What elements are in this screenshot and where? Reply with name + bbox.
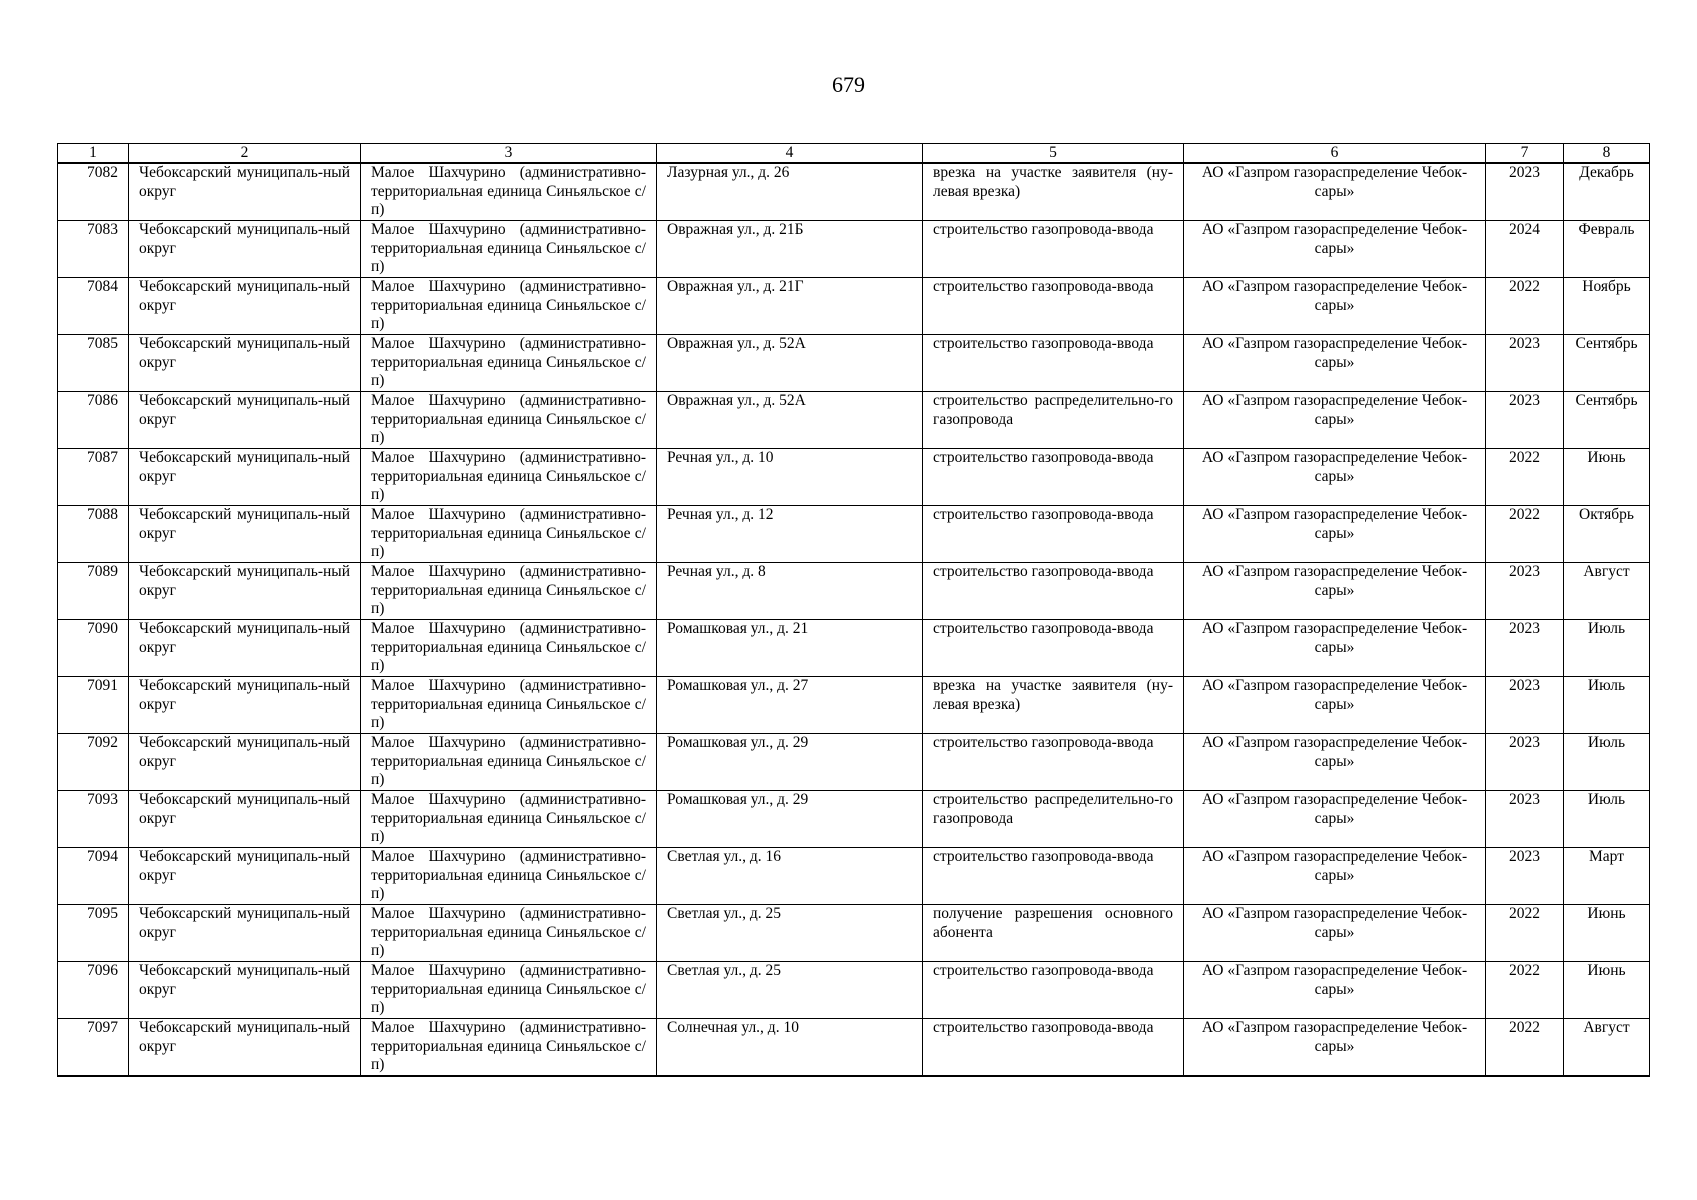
row-number: 7094 [58, 848, 129, 905]
row-number: 7091 [58, 677, 129, 734]
work-type-cell: строительство газопровода-ввода [923, 734, 1184, 791]
district-cell: Чебоксарский муниципаль-ный округ [129, 278, 361, 335]
locality-cell: Малое Шахчурино (административно-территориальная единица Синьяльское с/п) [361, 278, 657, 335]
organization-cell: АО «Газпром газораспределение Чебок-сары» [1184, 791, 1486, 848]
address-cell: Светлая ул., д. 16 [657, 848, 923, 905]
year-cell: 2023 [1486, 563, 1564, 620]
organization-cell: АО «Газпром газораспределение Чебок-сары» [1184, 221, 1486, 278]
address-cell: Ромашковая ул., д. 29 [657, 734, 923, 791]
header-row [58, 144, 1650, 164]
work-type-cell: строительство газопровода-ввода [923, 563, 1184, 620]
table-row [58, 449, 1650, 506]
row-number: 7097 [58, 1019, 129, 1077]
address-cell: Речная ул., д. 12 [657, 506, 923, 563]
year-cell: 2022 [1486, 1019, 1564, 1077]
organization-cell: АО «Газпром газораспределение Чебок-сары» [1184, 563, 1486, 620]
table-row [58, 962, 1650, 1019]
organization-cell: АО «Газпром газораспределение Чебок-сары» [1184, 506, 1486, 563]
district-cell: Чебоксарский муниципаль-ный округ [129, 392, 361, 449]
locality-cell: Малое Шахчурино (административно-территориальная единица Синьяльское с/п) [361, 905, 657, 962]
work-type-cell: строительство газопровода-ввода [923, 506, 1184, 563]
locality-cell: Малое Шахчурино (административно-территориальная единица Синьяльское с/п) [361, 221, 657, 278]
row-number: 7092 [58, 734, 129, 791]
month-cell: Июль [1564, 791, 1650, 848]
locality-cell: Малое Шахчурино (административно-территориальная единица Синьяльское с/п) [361, 392, 657, 449]
month-cell: Июль [1564, 620, 1650, 677]
column-header: 8 [1564, 144, 1650, 164]
year-cell: 2023 [1486, 848, 1564, 905]
row-number: 7095 [58, 905, 129, 962]
month-cell: Февраль [1564, 221, 1650, 278]
year-cell: 2022 [1486, 962, 1564, 1019]
row-number: 7088 [58, 506, 129, 563]
district-cell: Чебоксарский муниципаль-ный округ [129, 734, 361, 791]
organization-cell: АО «Газпром газораспределение Чебок-сары» [1184, 449, 1486, 506]
address-cell: Солнечная ул., д. 10 [657, 1019, 923, 1077]
address-cell: Овражная ул., д. 21Г [657, 278, 923, 335]
row-number: 7089 [58, 563, 129, 620]
district-cell: Чебоксарский муниципаль-ный округ [129, 848, 361, 905]
district-cell: Чебоксарский муниципаль-ный округ [129, 905, 361, 962]
table-row [58, 620, 1650, 677]
locality-cell: Малое Шахчурино (административно-территориальная единица Синьяльское с/п) [361, 848, 657, 905]
work-type-cell: строительство газопровода-ввода [923, 620, 1184, 677]
address-cell: Овражная ул., д. 52А [657, 335, 923, 392]
month-cell: Август [1564, 563, 1650, 620]
district-cell: Чебоксарский муниципаль-ный округ [129, 335, 361, 392]
page-number: 679 [832, 72, 865, 97]
row-number: 7083 [58, 221, 129, 278]
month-cell: Июнь [1564, 905, 1650, 962]
work-type-cell: получение разрешения основного абонента [923, 905, 1184, 962]
row-number: 7084 [58, 278, 129, 335]
year-cell: 2023 [1486, 392, 1564, 449]
work-type-cell: строительство газопровода-ввода [923, 1019, 1184, 1077]
table-row [58, 163, 1650, 221]
organization-cell: АО «Газпром газораспределение Чебок-сары» [1184, 677, 1486, 734]
work-type-cell: строительство газопровода-ввода [923, 221, 1184, 278]
table-row [58, 734, 1650, 791]
locality-cell: Малое Шахчурино (административно-территориальная единица Синьяльское с/п) [361, 791, 657, 848]
year-cell: 2023 [1486, 335, 1564, 392]
locality-cell: Малое Шахчурино (административно-территориальная единица Синьяльское с/п) [361, 1019, 657, 1077]
work-type-cell: строительство газопровода-ввода [923, 449, 1184, 506]
address-cell: Овражная ул., д. 52А [657, 392, 923, 449]
month-cell: Март [1564, 848, 1650, 905]
month-cell: Ноябрь [1564, 278, 1650, 335]
address-cell: Овражная ул., д. 21Б [657, 221, 923, 278]
row-number: 7086 [58, 392, 129, 449]
year-cell: 2022 [1486, 905, 1564, 962]
table-row [58, 905, 1650, 962]
district-cell: Чебоксарский муниципаль-ный округ [129, 221, 361, 278]
table-row [58, 278, 1650, 335]
table-row [58, 677, 1650, 734]
row-number: 7082 [58, 163, 129, 221]
organization-cell: АО «Газпром газораспределение Чебок-сары» [1184, 278, 1486, 335]
locality-cell: Малое Шахчурино (административно-территориальная единица Синьяльское с/п) [361, 620, 657, 677]
month-cell: Июль [1564, 734, 1650, 791]
work-type-cell: строительство газопровода-ввода [923, 278, 1184, 335]
table-row [58, 221, 1650, 278]
organization-cell: АО «Газпром газораспределение Чебок-сары» [1184, 1019, 1486, 1077]
organization-cell: АО «Газпром газораспределение Чебок-сары» [1184, 848, 1486, 905]
district-cell: Чебоксарский муниципаль-ный округ [129, 563, 361, 620]
organization-cell: АО «Газпром газораспределение Чебок-сары» [1184, 905, 1486, 962]
address-cell: Лазурная ул., д. 26 [657, 163, 923, 221]
column-header: 5 [923, 144, 1184, 164]
address-cell: Речная ул., д. 8 [657, 563, 923, 620]
row-number: 7085 [58, 335, 129, 392]
column-header: 7 [1486, 144, 1564, 164]
table-row [58, 506, 1650, 563]
district-cell: Чебоксарский муниципаль-ный округ [129, 791, 361, 848]
column-header: 1 [58, 144, 129, 164]
organization-cell: АО «Газпром газораспределение Чебок-сары» [1184, 335, 1486, 392]
work-type-cell: строительство газопровода-ввода [923, 962, 1184, 1019]
year-cell: 2023 [1486, 620, 1564, 677]
month-cell: Июнь [1564, 449, 1650, 506]
table-body [58, 163, 1650, 1076]
address-cell: Ромашковая ул., д. 21 [657, 620, 923, 677]
locality-cell: Малое Шахчурино (административно-территориальная единица Синьяльское с/п) [361, 506, 657, 563]
month-cell: Июнь [1564, 962, 1650, 1019]
locality-cell: Малое Шахчурино (административно-территориальная единица Синьяльское с/п) [361, 677, 657, 734]
locality-cell: Малое Шахчурино (административно-территориальная единица Синьяльское с/п) [361, 335, 657, 392]
year-cell: 2023 [1486, 163, 1564, 221]
year-cell: 2022 [1486, 449, 1564, 506]
row-number: 7093 [58, 791, 129, 848]
organization-cell: АО «Газпром газораспределение Чебок-сары» [1184, 734, 1486, 791]
month-cell: Сентябрь [1564, 392, 1650, 449]
work-type-cell: строительство распределительно-го газопровода [923, 791, 1184, 848]
month-cell: Декабрь [1564, 163, 1650, 221]
district-cell: Чебоксарский муниципаль-ный округ [129, 962, 361, 1019]
year-cell: 2023 [1486, 677, 1564, 734]
address-cell: Ромашковая ул., д. 27 [657, 677, 923, 734]
month-cell: Сентябрь [1564, 335, 1650, 392]
address-cell: Светлая ул., д. 25 [657, 905, 923, 962]
table-row [58, 563, 1650, 620]
district-cell: Чебоксарский муниципаль-ный округ [129, 163, 361, 221]
month-cell: Июль [1564, 677, 1650, 734]
year-cell: 2022 [1486, 506, 1564, 563]
column-header: 2 [129, 144, 361, 164]
address-cell: Светлая ул., д. 25 [657, 962, 923, 1019]
table-row [58, 1019, 1650, 1077]
locality-cell: Малое Шахчурино (административно-территориальная единица Синьяльское с/п) [361, 962, 657, 1019]
locality-cell: Малое Шахчурино (административно-территориальная единица Синьяльское с/п) [361, 449, 657, 506]
address-cell: Ромашковая ул., д. 29 [657, 791, 923, 848]
table-row [58, 392, 1650, 449]
organization-cell: АО «Газпром газораспределение Чебок-сары» [1184, 620, 1486, 677]
data-table [57, 143, 1650, 1077]
row-number: 7090 [58, 620, 129, 677]
district-cell: Чебоксарский муниципаль-ный округ [129, 677, 361, 734]
locality-cell: Малое Шахчурино (административно-территориальная единица Синьяльское с/п) [361, 563, 657, 620]
year-cell: 2023 [1486, 734, 1564, 791]
locality-cell: Малое Шахчурино (административно-территориальная единица Синьяльское с/п) [361, 163, 657, 221]
district-cell: Чебоксарский муниципаль-ный округ [129, 1019, 361, 1077]
organization-cell: АО «Газпром газораспределение Чебок-сары» [1184, 962, 1486, 1019]
district-cell: Чебоксарский муниципаль-ный округ [129, 506, 361, 563]
column-header: 3 [361, 144, 657, 164]
month-cell: Август [1564, 1019, 1650, 1077]
table-row [58, 848, 1650, 905]
year-cell: 2024 [1486, 221, 1564, 278]
work-type-cell: врезка на участке заявителя (ну-левая врезка) [923, 163, 1184, 221]
locality-cell: Малое Шахчурино (административно-территориальная единица Синьяльское с/п) [361, 734, 657, 791]
work-type-cell: строительство газопровода-ввода [923, 335, 1184, 392]
table-row [58, 791, 1650, 848]
district-cell: Чебоксарский муниципаль-ный округ [129, 449, 361, 506]
row-number: 7096 [58, 962, 129, 1019]
row-number: 7087 [58, 449, 129, 506]
address-cell: Речная ул., д. 10 [657, 449, 923, 506]
work-type-cell: врезка на участке заявителя (ну-левая врезка) [923, 677, 1184, 734]
organization-cell: АО «Газпром газораспределение Чебок-сары» [1184, 163, 1486, 221]
table-row [58, 335, 1650, 392]
year-cell: 2022 [1486, 278, 1564, 335]
work-type-cell: строительство распределительно-го газопровода [923, 392, 1184, 449]
column-header: 4 [657, 144, 923, 164]
month-cell: Октябрь [1564, 506, 1650, 563]
column-header: 6 [1184, 144, 1486, 164]
organization-cell: АО «Газпром газораспределение Чебок-сары» [1184, 392, 1486, 449]
work-type-cell: строительство газопровода-ввода [923, 848, 1184, 905]
year-cell: 2023 [1486, 791, 1564, 848]
district-cell: Чебоксарский муниципаль-ный округ [129, 620, 361, 677]
